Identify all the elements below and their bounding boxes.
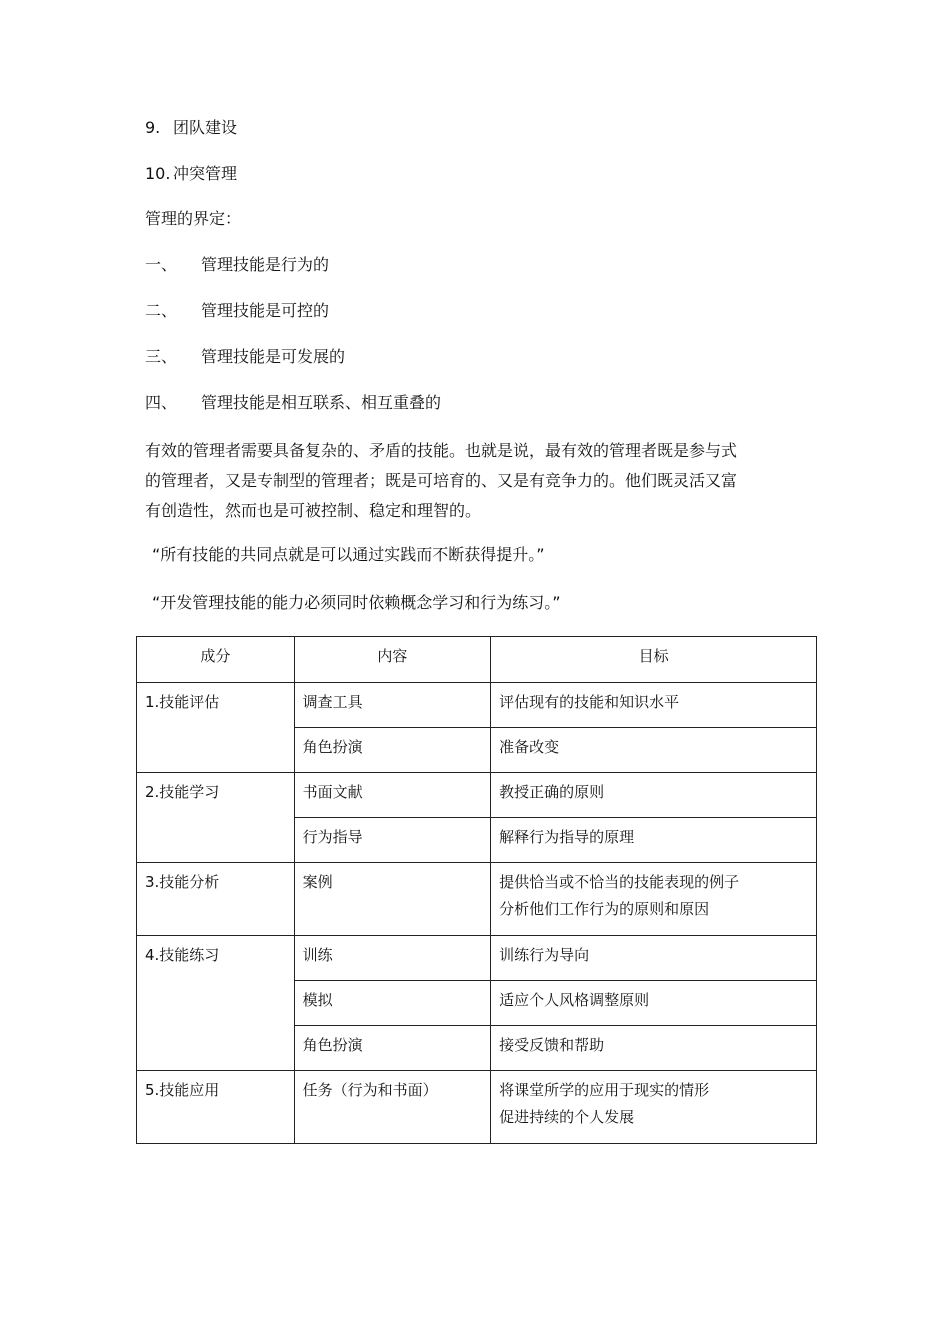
body-paragraph — [145, 436, 805, 526]
definition-number: 四、 — [145, 393, 178, 412]
quote: “所有技能的共同点就是可以通过实践而不断获得提升。” — [152, 545, 545, 564]
content-cell: 角色扮演 — [294, 1026, 491, 1071]
table-header-row — [137, 637, 817, 683]
paragraph-line: 有效的管理者需要具备复杂的、矛盾的技能。也就是说，最有效的管理者既是参与式 — [145, 441, 738, 460]
list-text: 冲突管理 — [173, 164, 238, 183]
column-header: 目标 — [491, 637, 817, 683]
goal-line: 促进持续的个人发展 — [499, 1108, 635, 1126]
goal-cell — [491, 863, 817, 936]
list-item — [145, 164, 237, 184]
paragraph-line: 的管理者，又是专制型的管理者；既是可培育的、又是有竞争力的。他们既灵活又富 — [145, 471, 738, 490]
definition-text: 管理技能是可发展的 — [201, 347, 346, 366]
goal-cell: 接受反馈和帮助 — [491, 1026, 817, 1071]
goal-cell: 解释行为指导的原理 — [491, 818, 817, 863]
skills-table — [136, 636, 817, 1144]
content-cell: 角色扮演 — [294, 728, 491, 773]
goal-line: 将课堂所学的应用于现实的情形 — [499, 1081, 710, 1099]
component-cell: 4.技能练习 — [137, 936, 295, 1071]
table-row — [137, 683, 817, 728]
list-item — [145, 118, 237, 138]
definition-item — [145, 301, 329, 321]
quote: “开发管理技能的能力必须同时依赖概念学习和行为练习。” — [152, 593, 561, 612]
definition-number: 一、 — [145, 255, 178, 274]
definition-number: 三、 — [145, 347, 178, 366]
definition-number: 二、 — [145, 301, 178, 320]
table-row — [137, 773, 817, 818]
goal-cell: 准备改变 — [491, 728, 817, 773]
list-text: 团队建设 — [173, 118, 238, 137]
component-cell: 2.技能学习 — [137, 773, 295, 863]
component-cell: 3.技能分析 — [137, 863, 295, 936]
component-cell: 5.技能应用 — [137, 1071, 295, 1144]
table-row — [137, 936, 817, 981]
definition-item — [145, 347, 345, 367]
definition-item — [145, 393, 441, 413]
goal-cell: 评估现有的技能和知识水平 — [491, 683, 817, 728]
table-row — [137, 863, 817, 936]
goal-line: 分析他们工作行为的原则和原因 — [499, 900, 710, 918]
definition-item — [145, 255, 329, 275]
component-cell: 1.技能评估 — [137, 683, 295, 773]
content-cell: 训练 — [294, 936, 491, 981]
list-number: 10. — [145, 164, 171, 183]
column-header: 成分 — [137, 637, 295, 683]
list-number: 9. — [145, 118, 161, 137]
paragraph-line: 有创造性，然而也是可被控制、稳定和理智的。 — [145, 501, 482, 520]
definition-text: 管理技能是行为的 — [201, 255, 330, 274]
goal-cell: 训练行为导向 — [491, 936, 817, 981]
column-header: 内容 — [294, 637, 491, 683]
goal-cell: 适应个人风格调整原则 — [491, 981, 817, 1026]
content-cell: 书面文献 — [294, 773, 491, 818]
content-cell: 行为指导 — [294, 818, 491, 863]
definition-text: 管理技能是相互联系、相互重叠的 — [201, 393, 442, 412]
goal-line: 提供恰当或不恰当的技能表现的例子 — [499, 873, 740, 891]
content-cell: 模拟 — [294, 981, 491, 1026]
content-cell: 调查工具 — [294, 683, 491, 728]
definition-text: 管理技能是可控的 — [201, 301, 330, 320]
content-cell: 任务（行为和书面） — [294, 1071, 491, 1144]
table-row — [137, 1071, 817, 1144]
goal-cell: 教授正确的原则 — [491, 773, 817, 818]
content-cell: 案例 — [294, 863, 491, 936]
section-title: 管理的界定： — [145, 209, 242, 228]
goal-cell — [491, 1071, 817, 1144]
